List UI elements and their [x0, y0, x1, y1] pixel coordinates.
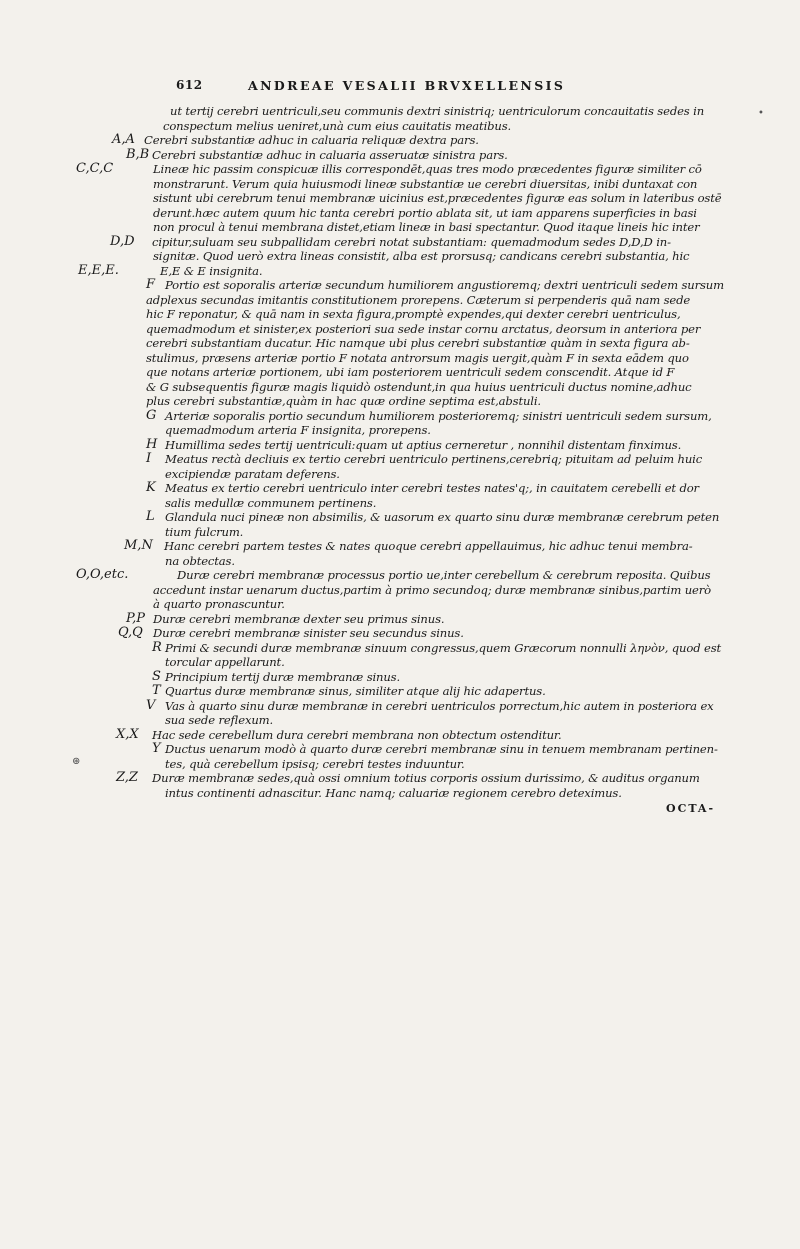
legend-line: Duræ cerebri membranæ processus portio ue,inter cerebellum & cerebrum reposita. Quibus: [177, 568, 711, 582]
figure-key-label: Z,Z: [116, 770, 138, 785]
legend-line: Cerebri substantiæ adhuc in caluaria reliquæ dextra pars.: [144, 133, 479, 147]
legend-line: derunt.hæc autem quum hic tanta cerebri portio ablata sit, ut iam apparens superficies in basi: [153, 205, 697, 220]
figure-key-label: R: [152, 639, 162, 655]
legend-line: signitæ. Quod uerò extra lineas consistit, alba est prorsusq; candicans cerebri substantia, hic: [153, 249, 690, 263]
legend-line: quemadmodum arteria F insignita, prorepens.: [165, 423, 431, 437]
legend-line: Meatus rectà decliuis ex tertio cerebri uentriculo pertinens,cerebriq; pituitam ad peluim huic: [165, 452, 703, 466]
legend-line: tium fulcrum.: [165, 524, 244, 539]
figure-key-label: G: [146, 407, 157, 423]
legend-line: sua sede reflexum.: [165, 713, 274, 727]
legend-line: Glandula nuci pineæ non absimilis, & uasorum ex quarto sinu duræ membranæ cerebrum peten: [165, 510, 720, 524]
legend-line: non procul à tenui membrana distet,etiam lineæ in basi spectantur. Quod itaque lineis hic inter: [153, 220, 700, 234]
figure-key-label: Y: [152, 741, 161, 756]
legend-line: hic F reponatur, & quā nam in sexta figura,promptè expendes,qui dexter cerebri uentriculus,: [146, 307, 681, 321]
legend-line: Hac sede cerebellum dura cerebri membrana non obtectum ostenditur.: [152, 727, 562, 742]
figure-key-label: O,O,etc.: [76, 567, 129, 582]
legend-line: intus continenti adnascitur. Hanc namq; caluariæ regionem cerebro deteximus.: [165, 785, 622, 800]
legend-line: Duræ cerebri membranæ sinister seu secundus sinus.: [153, 626, 464, 640]
legend-line: Portio est soporalis arteriæ secundum humiliorem angustioremq; dextri uentriculi sedem sursum: [165, 278, 724, 292]
catchword: OCTA-: [666, 802, 716, 815]
legend-line: tes, quà cerebellum ipsisq; cerebri testes induuntur.: [165, 756, 465, 771]
page-number: 612: [176, 78, 203, 92]
legend-line: Humillima sedes tertij uentriculi:quam ut aptius cerneretur , nonnihil distentam finximus.: [165, 437, 682, 452]
figure-key-label: M,N: [124, 538, 153, 553]
figure-key-label: E,E,E.: [78, 262, 119, 278]
legend-line: Duræ cerebri membranæ dexter seu primus sinus.: [153, 611, 445, 626]
figure-key-label: X,X: [116, 726, 139, 742]
figure-key-label: D,D: [110, 233, 135, 249]
legend-line: & G subsequentis figuræ magis liquidò ostendunt,in qua huius uentriculi ductus nomine,adhuc: [146, 379, 692, 394]
legend-line: Meatus ex tertio cerebri uentriculo inter cerebri testes nates'q;, in cauitatem cerebelli et dor: [165, 481, 699, 495]
legend-line: na obtectas.: [165, 553, 235, 568]
legend-line: Duræ membranæ sedes,quà ossi omnium totius corporis ossium durissimo, & auditus organum: [152, 771, 700, 785]
figure-key-label: T: [152, 683, 161, 698]
figure-key-label: K: [146, 480, 156, 495]
running-head: ANDREAE VESALII BRVXELLENSIS: [248, 78, 566, 93]
figure-key-label: I: [146, 451, 152, 466]
figure-key-label: V: [146, 697, 156, 713]
legend-line: Hanc cerebri partem testes & nates quoque cerebri appellauimus, hic adhuc tenui membra-: [164, 539, 693, 553]
legend-line: sistunt ubi cerebrum tenui membranæ uicinius est,præcedentes figuræ eas solum in lateribus ostē: [153, 191, 722, 205]
legend-line: ut tertij cerebri uentriculi,seu communis dextri sinistriq; uentriculorum concauitatis sedes in: [170, 104, 705, 118]
legend-line: cipitur,suluam seu subpallidam cerebri notat substantiam: quemadmodum sedes D,D,D in-: [152, 234, 671, 249]
legend-line: plus cerebri substantiæ,quàm in hac quæ ordine septima est,abstuli.: [146, 394, 541, 408]
legend-line: à quarto pronascuntur.: [153, 597, 285, 611]
legend-line: Quartus duræ membranæ sinus, similiter atque alij hic adapertus.: [165, 684, 546, 698]
legend-line: Vas à quarto sinu duræ membranæ in cerebri uentriculos porrectum,hic autem in posteriora ex: [165, 698, 714, 713]
figure-key-label: A,A: [112, 132, 135, 147]
legend-line: salis medullæ communem pertinens.: [165, 495, 377, 510]
legend-line: cerebri substantiam ducatur. Hic namque ubi plus cerebri substantiæ quàm in sexta figura ab-: [146, 336, 690, 350]
legend-line: Arteriæ soporalis portio secundum humiliorem posterioremq; sinistri uentriculi sedem sursum,: [165, 408, 712, 423]
figure-key-label: L: [146, 509, 155, 524]
legend-line: E,E & E insignita.: [160, 263, 263, 278]
legend-line: excipiendæ paratam deferens.: [165, 466, 340, 481]
legend-line: accedunt instar uenarum ductus,partim à primo secundoq; duræ membranæ sinibus,partim uerò: [153, 582, 711, 597]
margin-mark: ⊛: [72, 756, 81, 767]
figure-key-label: F: [146, 277, 156, 292]
legend-line: monstrarunt. Verum quia huiusmodi lineæ substantiæ ue cerebri diuersitas, inibi duntaxat con: [153, 176, 698, 191]
legend-line: Principium tertij duræ membranæ sinus.: [165, 669, 401, 684]
figure-key-label: C,C,C: [76, 161, 114, 176]
margin-mark: •: [758, 108, 764, 119]
legend-line: Ductus uenarum modò à quarto duræ cerebri membranæ sinu in tenuem membranam pertinen-: [165, 742, 718, 756]
legend-line: torcular appellarunt.: [165, 655, 285, 669]
legend-line: stulimus, præsens arteriæ portio F notata antrorsum magis uergit,quàm F in sexta eādem quo: [146, 350, 689, 365]
legend-line: adplexus secundas imitantis constitutionem prorepens. Cæterum si perpenderis quā nam sede: [146, 292, 691, 307]
legend-line: quemadmodum et sinister,ex posteriori sua sede instar cornu arctatus, deorsum in anteriora per: [146, 321, 701, 336]
figure-key-label: H: [146, 436, 158, 452]
legend-line: que notans arteriæ portionem, ubi iam posteriorem uentriculi sedem conscendit. Atque id F: [146, 365, 675, 379]
legend-line: Primi & secundi duræ membranæ sinuum congressus,quem Græcorum nonnulli ληνὸν, quod est: [165, 640, 722, 655]
page-header: [0, 78, 800, 98]
legend-line: Lineæ hic passim conspicuæ illis correspondēt,quas tres modo præcedentes figuræ similiter cō: [153, 162, 702, 176]
figure-key-label: P,P: [126, 610, 145, 626]
figure-key-label: Q,Q: [118, 625, 143, 640]
figure-key-label: S: [152, 668, 161, 684]
legend-line: conspectum melius ueniret,unà cum eius cauitatis meatibus.: [163, 118, 512, 133]
legend-line: Cerebri substantiæ adhuc in caluaria asseruatæ sinistra pars.: [152, 147, 508, 162]
figure-key-label: B,B: [126, 146, 150, 162]
